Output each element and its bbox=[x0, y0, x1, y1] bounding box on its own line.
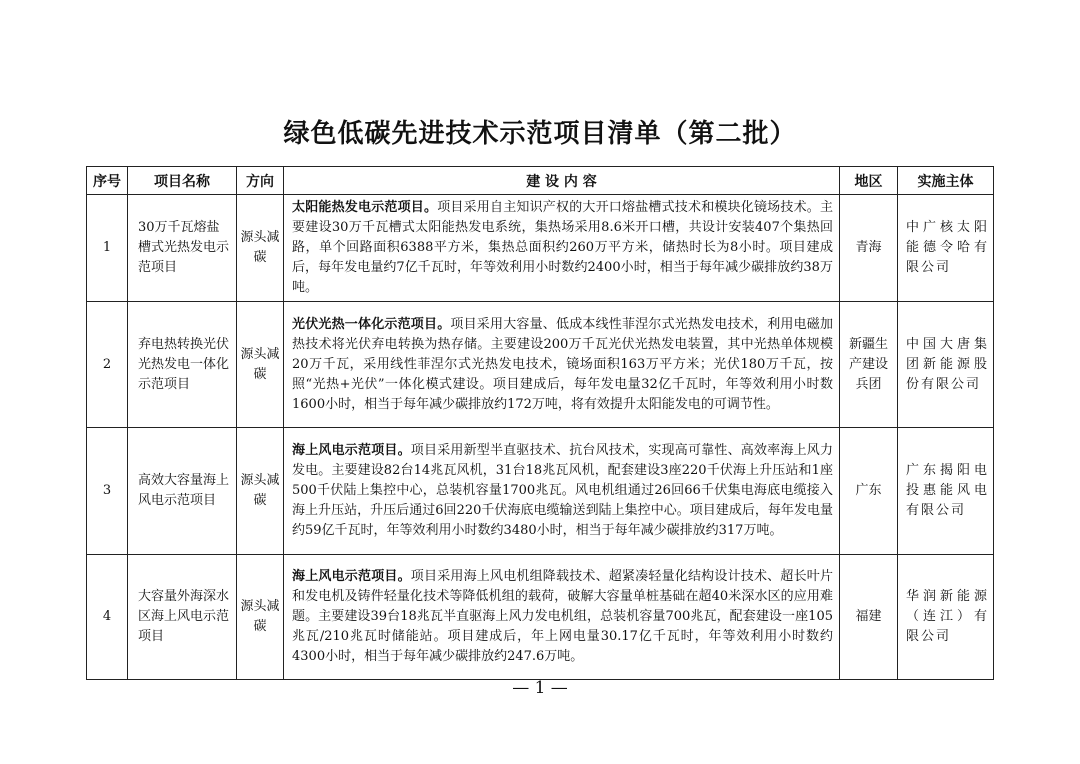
table-row bbox=[87, 428, 994, 555]
table-row bbox=[87, 195, 994, 302]
row-content bbox=[284, 555, 840, 680]
table-header-row bbox=[87, 167, 994, 195]
row-direction: 源头减碳 bbox=[237, 428, 284, 555]
content-heading: 海上风电示范项目。 bbox=[292, 569, 411, 584]
content-body: 项目采用自主知识产权的大开口熔盐槽式技术和模块化镜场技术。主要建设30万千瓦槽式太阳能热发电系统，集热场采用8.6米开口槽，共设计安装407个集热回路，单个回路面积6388平方米，集热总面积约260万平方米，储热时长为8小时。项目建成后，每年发电量约7亿千瓦时，年等效利用小时数约2400小时，相当于每年减少碳排放约38万吨。 bbox=[292, 200, 833, 295]
content-heading: 太阳能热发电示范项目。 bbox=[292, 200, 438, 215]
row-content bbox=[284, 302, 840, 428]
row-entity: 华润新能源（连江）有限公司 bbox=[898, 555, 994, 680]
row-project-name: 30万千瓦熔盐槽式光热发电示范项目 bbox=[128, 195, 237, 302]
row-project-name: 大容量外海深水区海上风电示范项目 bbox=[128, 555, 237, 680]
row-direction: 源头减碳 bbox=[237, 302, 284, 428]
row-seq: 4 bbox=[87, 555, 128, 680]
row-region: 青海 bbox=[840, 195, 898, 302]
row-seq: 3 bbox=[87, 428, 128, 555]
row-entity: 广东揭阳电投惠能风电有限公司 bbox=[898, 428, 994, 555]
row-region: 福建 bbox=[840, 555, 898, 680]
row-project-name: 高效大容量海上风电示范项目 bbox=[128, 428, 237, 555]
row-direction: 源头减碳 bbox=[237, 195, 284, 302]
table-row bbox=[87, 302, 994, 428]
header-direction: 方向 bbox=[237, 167, 284, 195]
content-heading: 光伏光热一体化示范项目。 bbox=[292, 316, 451, 332]
content-body: 项目采用海上风电机组降载技术、超紧凑轻量化结构设计技术、超长叶片和发电机及铸件轻量化技术等降低机组的载荷，破解大容量单桩基础在超40米深水区的应用难题。主要建设39台18兆瓦半直驱海上风力发电机组，总装机容量700兆瓦，配套建设一座105兆瓦/210兆瓦时储能站。项目建成后，年上网电量30.17亿千瓦时，年等效利用小时数约4300小时，相当于每年减少碳排放约247.6万吨。 bbox=[292, 569, 833, 664]
row-seq: 2 bbox=[87, 302, 128, 428]
project-table bbox=[86, 166, 994, 680]
content-body: 项目采用大容量、低成本线性菲涅尔式光热发电技术，利用电磁加热技术将光伏弃电转换为热存储。主要建设200万千瓦光伏光热发电装置，其中光热单体规模20万千瓦，采用线性菲涅尔式光热发电技术，镜场面积163万平方米；光伏180万千瓦，按照“光热+光伏”一体化模式建设。项目建成后，每年发电量32亿千瓦时，年等效利用小时数1600小时，相当于每年减少碳排放约172万吨，将有效提升太阳能发电的可调节性。 bbox=[292, 316, 833, 412]
row-content bbox=[284, 428, 840, 555]
header-name: 项目名称 bbox=[128, 167, 237, 195]
row-region: 广东 bbox=[840, 428, 898, 555]
row-region: 新疆生产建设兵团 bbox=[840, 302, 898, 428]
row-entity: 中广核太阳能德令哈有限公司 bbox=[898, 195, 994, 302]
header-entity: 实施主体 bbox=[898, 167, 994, 195]
page-number: — 1 — bbox=[512, 678, 568, 698]
table-row bbox=[87, 555, 994, 680]
row-direction: 源头减碳 bbox=[237, 555, 284, 680]
header-content: 建 设 内 容 bbox=[284, 167, 840, 195]
content-body: 项目采用新型半直驱技术、抗台风技术，实现高可靠性、高效率海上风力发电。主要建设82台14兆瓦风机，31台18兆瓦风机，配套建设3座220千伏海上升压站和1座500千伏陆上集控中心，总装机容量1700兆瓦。风电机组通过26回66千伏集电海底电缆接入海上升压站，升压后通过6回220千伏海底电缆输送到陆上集控中心。项目建成后，每年发电量约59亿千瓦时，年等效利用小时数约3480小时，相当于每年减少碳排放约317万吨。 bbox=[292, 443, 833, 538]
row-seq: 1 bbox=[87, 195, 128, 302]
document-title: 绿色低碳先进技术示范项目清单（第二批） bbox=[283, 119, 797, 149]
row-project-name: 弃电热转换光伏光热发电一体化示范项目 bbox=[128, 302, 237, 428]
row-entity: 中国大唐集团新能源股份有限公司 bbox=[898, 302, 994, 428]
content-heading: 海上风电示范项目。 bbox=[292, 443, 411, 458]
header-region: 地区 bbox=[840, 167, 898, 195]
row-content bbox=[284, 195, 840, 302]
header-seq: 序号 bbox=[87, 167, 128, 195]
